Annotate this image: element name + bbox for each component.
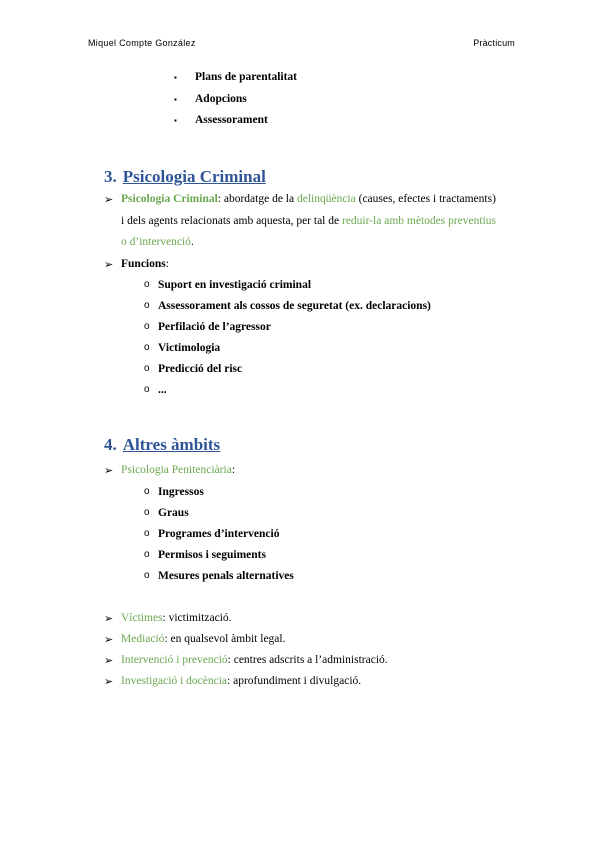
arrow-bullet-icon: ➢ (104, 654, 114, 667)
section-number: 3. (104, 167, 117, 186)
square-bullet-icon: ▪ (174, 95, 177, 104)
circle-bullet-icon: o (144, 363, 150, 374)
definition-line-3: o d’intervenció. (121, 236, 194, 248)
section-3-heading (104, 167, 266, 187)
list-item-text: Adopcions (195, 93, 247, 105)
section-4-heading (104, 435, 220, 455)
section-number: 4. (104, 435, 117, 454)
circle-bullet-icon: o (144, 528, 150, 539)
arrow-bullet-icon: ➢ (104, 675, 114, 688)
circle-bullet-icon: o (144, 342, 150, 353)
definition-line-2: i dels agents relacionats amb aquesta, per tal de reduir-la amb mètodes preventius (121, 215, 496, 227)
circle-bullet-icon: o (144, 300, 150, 311)
section-title: Altres àmbits (122, 435, 221, 454)
definition-text: Psicologia Criminal: abordatge de la delinqüència (causes, efectes i tractaments) (121, 193, 496, 205)
header-author: Miquel Compte González (88, 38, 196, 48)
circle-bullet-icon: o (144, 321, 150, 332)
arrow-bullet-icon: ➢ (104, 612, 114, 625)
circle-bullet-icon: o (144, 549, 150, 560)
definition-term: Psicologia Criminal (121, 193, 218, 205)
circle-bullet-icon: o (144, 279, 150, 290)
square-bullet-icon: ▪ (174, 73, 177, 82)
section-title: Psicologia Criminal (122, 167, 266, 186)
arrow-bullet-icon: ➢ (104, 464, 114, 477)
arrow-bullet-icon: ➢ (104, 193, 114, 206)
square-bullet-icon: ▪ (174, 116, 177, 125)
header-subject: Pràcticum (473, 38, 515, 48)
circle-bullet-icon: o (144, 507, 150, 518)
list-item-text: Assessorament (195, 114, 268, 126)
circle-bullet-icon: o (144, 570, 150, 581)
page-header (88, 38, 515, 54)
arrow-bullet-icon: ➢ (104, 633, 114, 646)
arrow-bullet-icon: ➢ (104, 258, 114, 271)
list-item-text: Plans de parentalitat (195, 71, 298, 83)
circle-bullet-icon: o (144, 486, 150, 497)
funcions-label: Funcions (121, 258, 166, 270)
circle-bullet-icon: o (144, 384, 150, 395)
penitenciaria-label: Psicologia Penitenciària (121, 464, 232, 476)
